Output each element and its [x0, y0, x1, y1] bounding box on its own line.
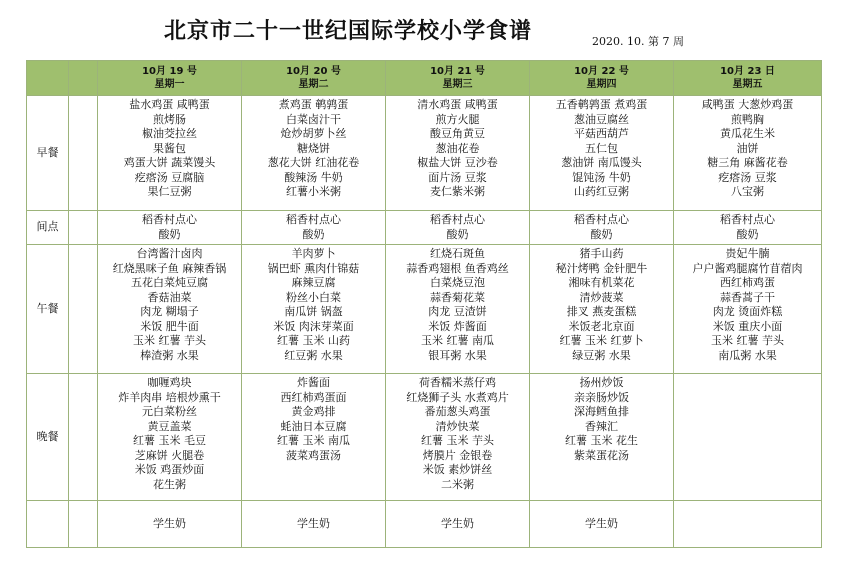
dish-item: 紫菜蛋花汤 — [574, 448, 629, 462]
dish-item: 荷香糯米蒸仔鸡 — [419, 376, 496, 389]
dish-item: 锅巴虾 熏肉什锦菇 — [267, 261, 360, 275]
dish-item: 西红柿鸡蛋面 — [280, 390, 347, 404]
dish-item: 煎方火腿 — [435, 112, 480, 126]
dish-item: 红薯 玉米 红萝卜 — [559, 334, 644, 347]
dinner-cell — [386, 374, 530, 501]
dish-item: 红薯小米粥 — [286, 185, 341, 198]
dish-item: 蒜香蒿子干 — [720, 290, 775, 304]
dish-item: 炸羊肉串 培根炒熏干 — [118, 390, 221, 404]
header-corner — [27, 61, 69, 96]
dish-item: 葱花大饼 红油花卷 — [267, 156, 360, 169]
milk-cell: 学生奶 — [242, 501, 386, 548]
dish-item: 亲亲肠炒饭 — [574, 390, 629, 404]
dish-item: 糖烧饼 — [297, 141, 330, 155]
dish-item: 红豆粥 水果 — [284, 348, 343, 362]
row-spacer — [69, 96, 98, 211]
meal-row-snack — [27, 211, 822, 245]
dish-item: 羊肉萝卜 — [291, 247, 336, 260]
dish-item: 菠菜鸡蛋汤 — [286, 448, 341, 462]
snack-cell — [242, 211, 386, 245]
dish-item: 酸奶 — [736, 227, 759, 241]
dish-item: 糖三角 麻酱花卷 — [707, 156, 788, 169]
breakfast-cell — [530, 96, 674, 211]
dish-item: 八宝粥 — [731, 185, 764, 198]
dish-item: 蒜香鸡翅根 鱼香鸡丝 — [406, 261, 509, 275]
dish-item: 蒜香菊花菜 — [430, 290, 485, 304]
dish-item: 肉龙 糊塌子 — [140, 305, 199, 318]
dish-item: 香辣汇 — [585, 419, 618, 433]
dish-item: 红薯 玉米 毛豆 — [133, 434, 206, 447]
lunch-cell — [98, 245, 242, 374]
header-row — [27, 61, 822, 96]
dish-item: 肉龙 烫面炸糕 — [712, 305, 783, 318]
dish-item: 米饭 肥牛面 — [140, 319, 199, 333]
snack-cell — [386, 211, 530, 245]
header-spacer — [69, 61, 98, 96]
menu-header — [0, 14, 850, 54]
dish-item: 番茄葱头鸡蛋 — [424, 405, 491, 418]
dish-item: 红薯 玉米 山药 — [277, 334, 350, 347]
lunch-cell — [242, 245, 386, 374]
dish-item: 米饭 重庆小面 — [712, 319, 783, 333]
dish-item: 西红柿鸡蛋 — [720, 276, 775, 289]
dish-item: 葱油豆腐丝 — [574, 112, 629, 126]
dish-item: 山药红豆粥 — [574, 185, 629, 198]
dish-item: 麻辣豆腐 — [291, 276, 336, 289]
lunch-cell — [386, 245, 530, 374]
row-spacer — [69, 501, 98, 548]
dish-item: 稻香村点心 — [142, 213, 197, 226]
dish-item: 白菜烧豆泡 — [430, 276, 485, 289]
dish-item: 深海鳕鱼排 — [574, 405, 629, 418]
dish-item: 玉米 红薯 芋头 — [133, 334, 206, 347]
dish-item: 稻香村点心 — [720, 213, 775, 226]
menu-table — [26, 60, 822, 548]
meal-row-milk — [27, 501, 822, 548]
dish-item: 湘味有机菜花 — [568, 276, 635, 289]
dish-item: 红薯 玉米 南瓜 — [277, 434, 350, 447]
day-header-0: 10月 19 号 星期一 — [98, 61, 242, 96]
dish-item: 黄瓜花生米 — [720, 127, 775, 140]
lunch-cell — [530, 245, 674, 374]
snack-cell — [674, 211, 822, 245]
dish-item: 酸豆角黄豆 — [430, 127, 485, 140]
snack-cell — [530, 211, 674, 245]
dish-item: 绿豆粥 水果 — [572, 348, 631, 362]
milk-cell — [674, 501, 822, 548]
breakfast-cell — [674, 96, 822, 211]
breakfast-cell — [386, 96, 530, 211]
dish-item: 五仁包 — [585, 141, 618, 155]
dish-item: 疙瘩汤 豆腐脑 — [134, 170, 205, 184]
dish-item: 红烧石斑鱼 — [430, 247, 485, 260]
dish-item: 红烧狮子头 水煮鸡片 — [406, 390, 509, 404]
lunch-cell — [674, 245, 822, 374]
meal-label-dinner: 晚餐 — [27, 374, 69, 501]
dish-item: 米饭老北京面 — [568, 319, 635, 333]
dish-item: 五花白菜炖豆腐 — [131, 276, 208, 289]
dish-item: 酸辣汤 牛奶 — [284, 170, 343, 184]
milk-cell: 学生奶 — [530, 501, 674, 548]
row-spacer — [69, 374, 98, 501]
dish-item: 平菇西葫芦 — [574, 127, 629, 140]
dish-item: 稻香村点心 — [286, 213, 341, 226]
row-spacer — [69, 245, 98, 374]
dish-item: 户户酱鸡腿腐竹苜蓿肉 — [692, 261, 803, 275]
dish-item: 果仁豆粥 — [147, 185, 192, 198]
row-spacer — [69, 211, 98, 245]
dish-item: 黄金鸡排 — [291, 405, 336, 418]
meal-label-lunch: 午餐 — [27, 245, 69, 374]
milk-cell: 学生奶 — [386, 501, 530, 548]
dish-item: 红薯 玉米 芋头 — [421, 434, 494, 447]
milk-cell: 学生奶 — [98, 501, 242, 548]
week-label: 2020. 10. 第 7 周 — [592, 35, 684, 48]
dish-item: 酸奶 — [446, 227, 469, 241]
dish-item: 花生粥 — [153, 477, 186, 491]
meal-row-dinner — [27, 374, 822, 501]
dish-item: 稻香村点心 — [574, 213, 629, 226]
meal-label-breakfast: 早餐 — [27, 96, 69, 211]
dish-item: 棒渣粥 水果 — [140, 348, 199, 362]
dish-item: 椒盐大饼 豆沙卷 — [417, 156, 498, 169]
dish-item: 清炒菠菜 — [579, 290, 624, 304]
dish-item: 鸡蛋大饼 蔬菜馒头 — [123, 156, 216, 169]
dish-item: 咸鸭蛋 大葱炒鸡蛋 — [701, 98, 794, 111]
dinner-cell — [674, 374, 822, 501]
dish-item: 面片汤 豆浆 — [428, 170, 487, 184]
dish-item: 咖喱鸡块 — [147, 376, 192, 389]
dinner-cell — [242, 374, 386, 501]
breakfast-cell — [242, 96, 386, 211]
dish-item: 香菇油菜 — [147, 290, 192, 304]
dish-item: 台湾酱汁卤肉 — [136, 247, 203, 260]
dish-item: 二米粥 — [441, 477, 474, 491]
dish-item: 芝麻饼 火腿卷 — [134, 448, 205, 462]
dish-item: 南瓜饼 锅盔 — [284, 305, 343, 318]
meal-label-milk — [27, 501, 69, 548]
dish-item: 葱油花卷 — [435, 141, 480, 155]
dish-item: 元白菜粉丝 — [142, 405, 197, 418]
dish-item: 酸奶 — [302, 227, 325, 241]
dish-item: 贵妃牛腩 — [725, 247, 770, 260]
meal-row-breakfast — [27, 96, 822, 211]
dish-item: 猪手山药 — [579, 247, 624, 260]
dish-item: 米饭 炸酱面 — [428, 319, 487, 333]
dish-item: 玉米 红薯 芋头 — [711, 334, 784, 347]
dish-item: 炸酱面 — [297, 376, 330, 389]
dish-item: 黄豆盖菜 — [147, 419, 192, 433]
dish-item: 炝炒胡萝卜丝 — [280, 127, 347, 140]
dish-item: 玉米 红薯 南瓜 — [421, 334, 494, 347]
snack-cell — [98, 211, 242, 245]
dish-item: 清炒快菜 — [435, 419, 480, 433]
dish-item: 酸奶 — [590, 227, 613, 241]
day-header-4: 10月 23 日 星期五 — [674, 61, 822, 96]
dish-item: 疙瘩汤 豆浆 — [718, 170, 777, 184]
dinner-cell — [530, 374, 674, 501]
dish-item: 蚝油日本豆腐 — [280, 419, 347, 433]
meal-row-lunch — [27, 245, 822, 374]
dish-item: 馄饨汤 牛奶 — [572, 170, 631, 184]
dish-item: 南瓜粥 水果 — [718, 348, 777, 362]
breakfast-cell — [98, 96, 242, 211]
meal-label-snack: 间点 — [27, 211, 69, 245]
dish-item: 果酱包 — [153, 141, 186, 155]
day-header-3: 10月 22 号 星期四 — [530, 61, 674, 96]
dish-item: 清水鸡蛋 咸鸭蛋 — [417, 98, 498, 111]
dish-item: 葱油饼 南瓜馒头 — [561, 156, 642, 169]
dish-item: 煮鸡蛋 鹌鹑蛋 — [278, 98, 349, 111]
dish-item: 稻香村点心 — [430, 213, 485, 226]
dish-item: 油饼 — [736, 141, 759, 155]
dish-item: 扬州炒饭 — [579, 376, 624, 389]
dish-item: 银耳粥 水果 — [428, 348, 487, 362]
dish-item: 烤膜片 金银卷 — [422, 448, 493, 462]
dish-item: 盐水鸡蛋 咸鸭蛋 — [129, 98, 210, 111]
dinner-cell — [98, 374, 242, 501]
dish-item: 煎鸭胸 — [731, 112, 764, 126]
page-title: 北京市二十一世纪国际学校小学食谱 — [164, 19, 533, 44]
dish-item: 麦仁紫米粥 — [430, 185, 485, 198]
dish-item: 米饭 素炒饼丝 — [422, 463, 493, 476]
dish-item: 椒油茭拉丝 — [142, 127, 197, 140]
day-header-1: 10月 20 号 星期二 — [242, 61, 386, 96]
day-header-2: 10月 21 号 星期三 — [386, 61, 530, 96]
dish-item: 白菜卤汁干 — [286, 112, 341, 126]
dish-item: 五香鹌鹑蛋 煮鸡蛋 — [555, 98, 648, 111]
dish-item: 煎烤肠 — [153, 112, 186, 126]
dish-item: 排叉 燕麦蛋糕 — [566, 305, 637, 318]
dish-item: 秘汁烤鸭 金针肥牛 — [555, 261, 648, 275]
dish-item: 米饭 肉沫芽菜面 — [273, 319, 354, 333]
dish-item: 酸奶 — [158, 227, 181, 241]
dish-item: 米饭 鸡蛋炒面 — [134, 463, 205, 476]
dish-item: 肉龙 豆渣饼 — [428, 305, 487, 318]
dish-item: 红烧黑咪子鱼 麻辣香锅 — [112, 261, 227, 275]
dish-item: 粉丝小白菜 — [286, 290, 341, 304]
dish-item: 红薯 玉米 花生 — [565, 434, 638, 447]
